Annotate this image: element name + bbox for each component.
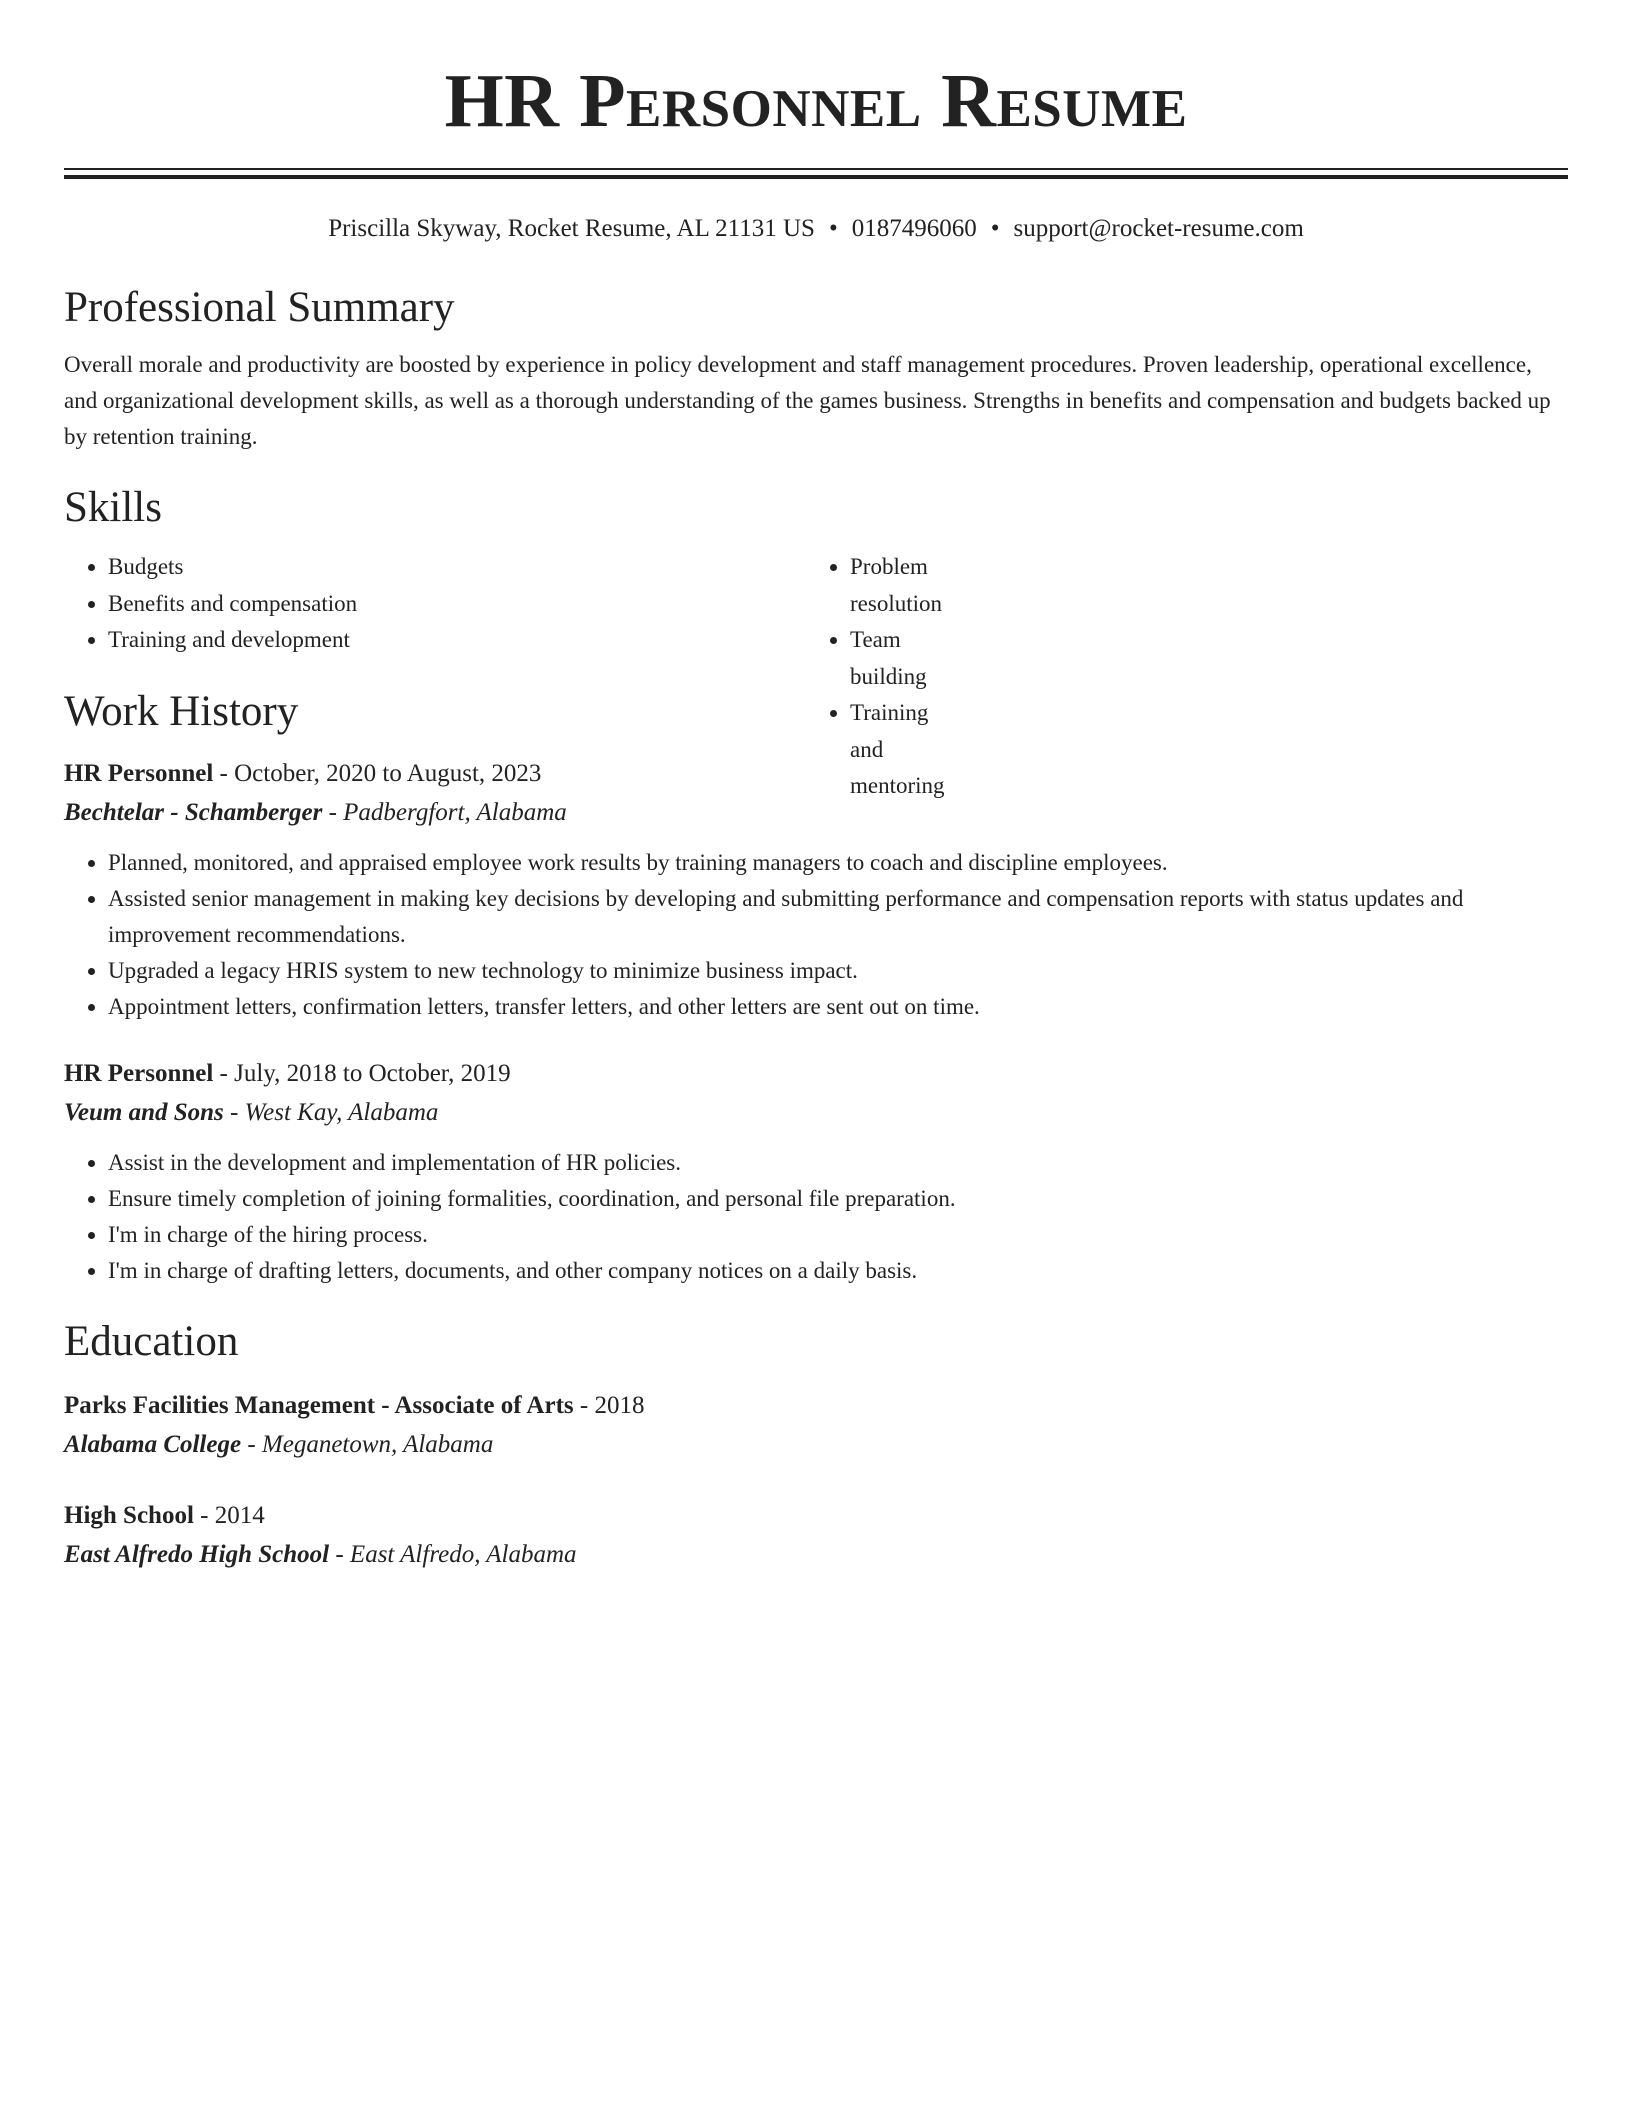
education-location: - East Alfredo, Alabama bbox=[329, 1540, 577, 1568]
education-header bbox=[64, 1497, 1568, 1535]
job-duty: • Planned, monitored, and appraised employee work results by training managers to coach and discipline employees. bbox=[108, 845, 1568, 881]
contact-line bbox=[64, 213, 1568, 245]
summary-text: Overall morale and productivity are boosted by experience in policy development and staff management procedures. Proven leadership, operational excellence, and organizational development skills, as well as a thorough understanding of the games business. Strengths in benefits and compensation and budgets backed up by retention training. bbox=[64, 352, 1551, 449]
education-year: - 2014 bbox=[193, 1501, 265, 1529]
job-duties bbox=[64, 845, 1568, 1025]
job-duty: • Upgraded a legacy HRIS system to new technology to minimize business impact. bbox=[108, 953, 1568, 989]
work-history-heading: Work History bbox=[64, 687, 299, 735]
job-duty: • Ensure timely completion of joining formalities, coordination, and personal file preparation. bbox=[108, 1181, 1568, 1217]
education-heading: Education bbox=[64, 1317, 239, 1365]
skills-heading: Skills bbox=[64, 484, 162, 531]
education-entry bbox=[64, 1387, 1568, 1465]
summary-section bbox=[64, 283, 1568, 455]
contact-address: Priscilla Skyway, Rocket Resume, AL 21131 US bbox=[328, 215, 815, 242]
job-entry bbox=[64, 1055, 1568, 1289]
job-duty: • Assisted senior management in making key decisions by developing and submitting performance and compensation reports with status updates and improvement recommendations. bbox=[108, 881, 1568, 953]
education-school: Alabama College bbox=[64, 1430, 242, 1458]
title-divider-thin bbox=[64, 168, 1568, 170]
resume-page bbox=[64, 0, 1568, 1575]
skills-column-right: Problem resolution Team building Training and mentoring bbox=[850, 554, 945, 798]
skill-item: • Benefits and compensation bbox=[108, 586, 806, 623]
contact-phone: 0187496060 bbox=[851, 215, 977, 242]
education-institution bbox=[64, 1535, 1568, 1575]
job-duty: • I'm in charge of drafting letters, documents, and other company notices on a daily basis. bbox=[108, 1253, 1568, 1289]
title-divider-thick bbox=[64, 175, 1568, 179]
contact-separator: • bbox=[990, 215, 1000, 242]
education-year: - 2018 bbox=[573, 1391, 645, 1419]
education-location: - Meganetown, Alabama bbox=[241, 1430, 494, 1458]
job-dates: - October, 2020 to August, 2023 bbox=[213, 759, 542, 787]
summary-heading: Professional Summary bbox=[64, 284, 455, 331]
education-degree: High School bbox=[64, 1501, 194, 1529]
job-company: Bechtelar - Schamberger bbox=[64, 798, 323, 826]
education-institution bbox=[64, 1425, 1568, 1465]
contact-separator: • bbox=[828, 215, 838, 242]
job-dates: - July, 2018 to October, 2019 bbox=[213, 1059, 511, 1087]
education-section bbox=[64, 1317, 1568, 1575]
education-school: East Alfredo High School bbox=[64, 1540, 330, 1568]
education-entry bbox=[64, 1497, 1568, 1575]
job-duty: • I'm in charge of the hiring process. bbox=[108, 1217, 1568, 1253]
job-employer bbox=[64, 1093, 1568, 1133]
job-duties bbox=[64, 1145, 1568, 1289]
skill-item: • Budgets bbox=[108, 549, 806, 586]
job-company: Veum and Sons bbox=[64, 1098, 224, 1126]
contact-email: support@rocket-resume.com bbox=[1013, 215, 1304, 242]
job-header bbox=[64, 1055, 1568, 1093]
job-title: HR Personnel bbox=[64, 1059, 214, 1087]
job-title: HR Personnel bbox=[64, 759, 214, 787]
resume-title: HR Personnel Resume bbox=[444, 59, 1188, 143]
job-location: - West Kay, Alabama bbox=[223, 1098, 439, 1126]
job-duty: • Assist in the development and implementation of HR policies. bbox=[108, 1145, 1568, 1181]
job-location: - Padbergfort, Alabama bbox=[322, 798, 567, 826]
skill-item: • Training and development bbox=[108, 622, 806, 659]
education-degree: Parks Facilities Management - Associate of Arts bbox=[64, 1391, 574, 1419]
job-duty: • Appointment letters, confirmation letters, transfer letters, and other letters are sent out on time. bbox=[108, 989, 1568, 1025]
education-header bbox=[64, 1387, 1568, 1425]
